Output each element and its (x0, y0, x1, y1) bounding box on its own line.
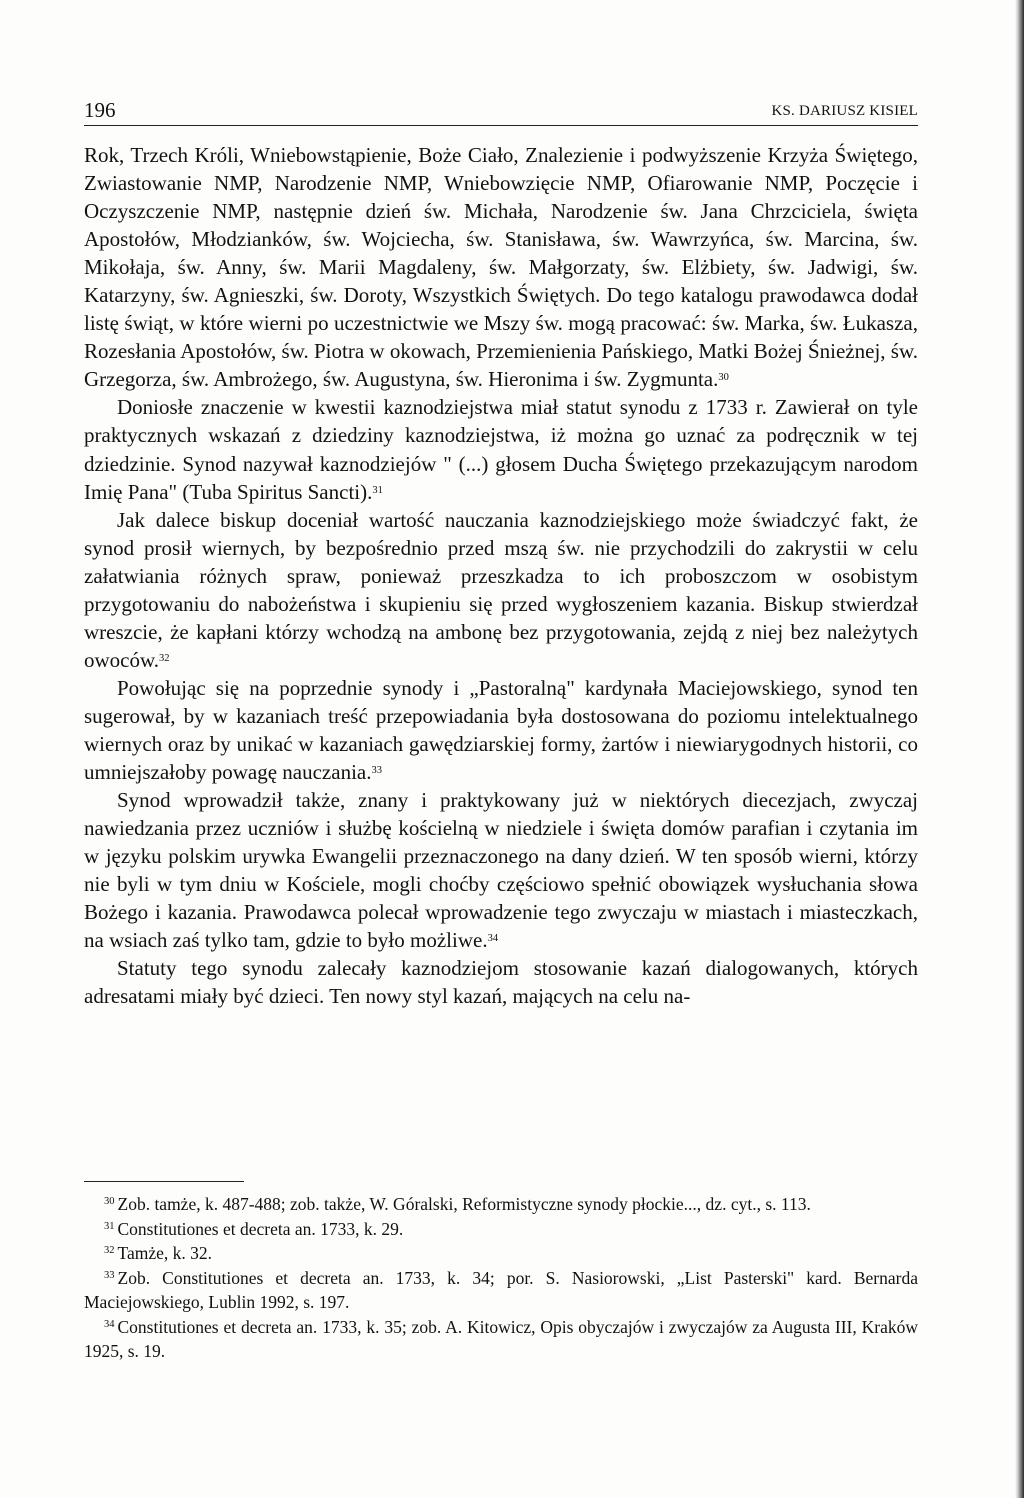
page-number: 196 (84, 98, 116, 122)
footnote-number: 34 (104, 1318, 115, 1330)
footnote-separator (84, 1181, 244, 1182)
footnote-number: 30 (104, 1196, 115, 1207)
page-edge-shadow (1015, 0, 1024, 1498)
footnote-text: Constitutiones et decreta an. 1733, k. 35; zob. A. Kitowicz, Opis obyczajów i zwyczajów za Augusta III, Kraków 1925, s. 19. (84, 1316, 918, 1361)
paragraph-text: Doniosłe znaczenie w kwestii kaznodziejstwa miał statut synodu z 1733 r. Zawierał on tyle praktycznych wskazań z dziedziny kaznodziejstwa, iż można go uznać za podręcznik w tej dziedzinie. Synod nazywał kaznodziejów " (...) głosem Ducha Świętego przekazującym narodom Imię Pana" (Tuba Spiritus Sancti). (84, 395, 918, 504)
footnote-number: 33 (104, 1269, 115, 1281)
footnote-ref[interactable]: 30 (718, 372, 729, 384)
paragraph (84, 786, 918, 954)
footnote-text: Zob. Constitutiones et decreta an. 1733, k. 34; por. S. Nasiorowski, „List Pasterski" kard. Bernarda Maciejowskiego, Lublin 1992, s. 197. (84, 1267, 918, 1312)
footnote (84, 1315, 918, 1364)
footnote-ref[interactable]: 32 (159, 652, 170, 664)
footnote-text: Tamże, k. 32. (117, 1243, 213, 1263)
page-header (84, 96, 918, 124)
paragraph (84, 674, 918, 786)
main-text (84, 141, 918, 1010)
paragraph (84, 954, 918, 1010)
paragraph-text: Synod wprowadził także, znany i praktykowany już w niektórych diecezjach, zwyczaj nawiedzania przez uczniów i służbę kościelną w niedziele i święta domów parafian i czytania im w języku polskim urywka Ewangelii przeznaczonego na dany dzień. W ten sposób wierni, którzy nie byli w tym dniu w Kościele, mogli choćby częściowo spełnić obowiązek wysłuchania słowa Bożego i kazania. Prawodawca polecał wprowadzenie tego zwyczaju w miastach i miasteczkach, na wsiach zaś tylko tam, gdzie to było możliwe. (84, 788, 918, 953)
footnote (84, 1241, 918, 1266)
paragraph (84, 506, 918, 674)
footnote-number: 32 (104, 1245, 115, 1256)
paragraph-text: Jak dalece biskup doceniał wartość nauczania kaznodziejskiego może świadczyć fakt, że synod prosił wiernych, by bezpośrednio przed mszą św. nie przychodzili do zakrystii w celu załatwiania różnych spraw, ponieważ przeszkadza to ich proboszczom w osobistym przygotowaniu do nabożeństwa i skupieniu się przed wygłoszeniem kazania. Biskup stwierdzał wreszcie, że kapłani którzy wchodzą na ambonę bez przygotowania, zejdą z niej bez należytych owoców. (84, 507, 918, 672)
paragraph (84, 393, 918, 505)
paragraph-text: Rok, Trzech Króli, Wniebowstąpienie, Boże Ciało, Znalezienie i podwyższenie Krzyża Świętego, Zwiastowanie NMP, Narodzenie NMP, Wniebowzięcie NMP, Ofiarowanie NMP, Poczęcie i Oczyszczenie NMP, następnie dzień św. Michała, Narodzenie św. Jana Chrzciciela, święta Apostołów, Młodzianków, św. Wojciecha, św. Stanisława, św. Wawrzyńca, św. Marcina, św. Mikołaja, św. Anny, św. Marii Magdaleny, św. Małgorzaty, św. Elżbiety, św. Jadwigi, św. Katarzyny, św. Agnieszki, św. Doroty, Wszystkich Świętych. Do tego katalogu prawodawca dodał listę świąt, w które wierni po uczestnictwie we Mszy św. mogą pracować: św. Marka, św. Łukasza, Rozesłania Apostołów, św. Piotra w okowach, Przemienienia Pańskiego, Matki Bożej Śnieżnej, św. Grzegorza, św. Ambrożego, św. Augustyna, św. Hieronima i św. Zygmunta. (84, 143, 919, 392)
paragraph (84, 141, 918, 393)
header-rule (84, 125, 918, 126)
footnote-ref[interactable]: 33 (371, 765, 382, 777)
footnote-text: Constitutiones et decreta an. 1733, k. 29. (117, 1218, 404, 1239)
paragraph-text: Powołując się na poprzednie synody i „Pastoralną" kardynała Maciejowskiego, synod ten sugerował, by w kazaniach treść przepowiadania była dostosowana do poziomu intelektualnego wiernych oraz by unikać w kazaniach gawędziarskiej formy, żartów i niewiarygodnych historii, co umniejszałoby powagę nauczania. (84, 675, 918, 785)
footnote-ref[interactable]: 31 (372, 484, 383, 496)
footnote-number: 31 (104, 1220, 115, 1232)
footnote-ref[interactable]: 34 (487, 933, 499, 945)
footnote-text: Zob. tamże, k. 487-488; zob. także, W. Góralski, Reformistyczne synody płockie..., dz. cyt., s. 113. (117, 1194, 811, 1214)
footnotes (84, 1192, 918, 1364)
footnote (84, 1217, 918, 1242)
footnote (84, 1266, 918, 1315)
running-head: KS. DARIUSZ KISIEL (771, 103, 918, 119)
footnote (84, 1192, 918, 1217)
paragraph-text: Statuty tego synodu zalecały kaznodziejom stosowanie kazań dialogowanych, których adresatami miały być dzieci. Ten nowy styl kazań, mających na celu na- (84, 956, 918, 1009)
